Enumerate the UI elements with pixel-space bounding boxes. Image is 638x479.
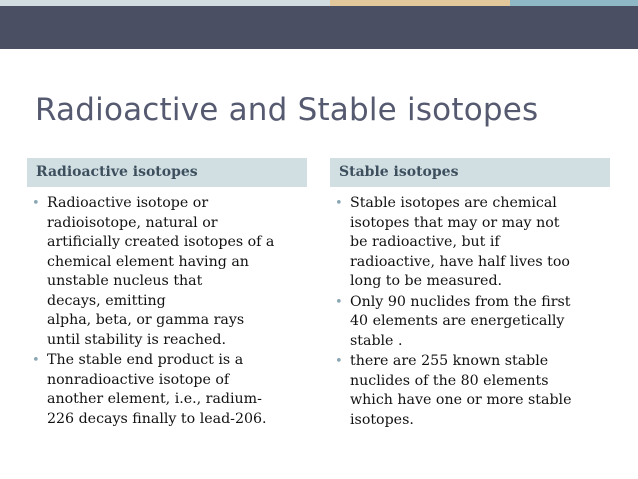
bullet-text-line: stable . [350,332,403,349]
bullet-text-line: another element, i.e., radium- [47,391,262,407]
bullet-text-line: Only 90 nuclides from the first [350,293,571,310]
bullet-item [32,351,312,429]
bullet-text-line: chemical element having an [47,253,249,270]
slide-title: Radioactive and Stable isotopes [35,92,539,128]
bullet-item [32,194,312,350]
bullet-text-line: radioactive, have half lives too [350,253,570,270]
radioactive-isotopes-list [32,194,312,430]
bullet-text-line: there are 255 known stable [350,353,549,369]
bullet-text-line: 226 decays finally to lead-206. [47,410,267,427]
bullet-text-line: radioisotope, natural or [47,214,218,231]
bullet-text-line: Radioactive isotope or [47,195,209,211]
stable-isotopes-list [335,194,611,431]
bullet-item [335,352,611,430]
bullet-dot-icon: • [32,196,40,211]
bullet-text-line: isotopes. [350,411,414,428]
bullet-text-line: Stable isotopes are chemical [350,195,557,211]
bullet-text-line: until stability is reached. [47,331,226,348]
bullet-text-line: isotopes that may or may not [350,214,560,231]
bullet-text-line: nonradioactive isotope of [47,371,230,388]
stable-isotopes-header: Stable isotopes [330,158,610,187]
bullet-dot-icon: • [335,294,343,310]
bullet-item [335,194,611,292]
bullet-dot-icon: • [335,196,343,211]
bullet-text-line: be radioactive, but if [350,234,500,250]
bullet-text-line: which have one or more stable [350,392,572,408]
top-accent-strip [0,0,638,6]
radioactive-isotopes-header: Radioactive isotopes [27,158,307,187]
bullet-item [335,293,611,352]
bullet-text-line: nuclides of the 80 elements [350,372,549,389]
bullet-dot-icon: • [32,353,40,368]
bullet-text-line: 40 elements are energetically [350,313,565,329]
bullet-text-line: alpha, beta, or gamma rays [47,312,245,328]
bullet-dot-icon: • [335,354,343,369]
bullet-text-line: The stable end product is a [47,352,244,368]
top-banner-bar [0,0,638,49]
bullet-text-line: unstable nucleus that [47,273,203,289]
bullet-text-line: decays, emitting [47,292,166,309]
bullet-text-line: artificially created isotopes of a [47,234,275,250]
bullet-text-line: long to be measured. [350,273,503,289]
